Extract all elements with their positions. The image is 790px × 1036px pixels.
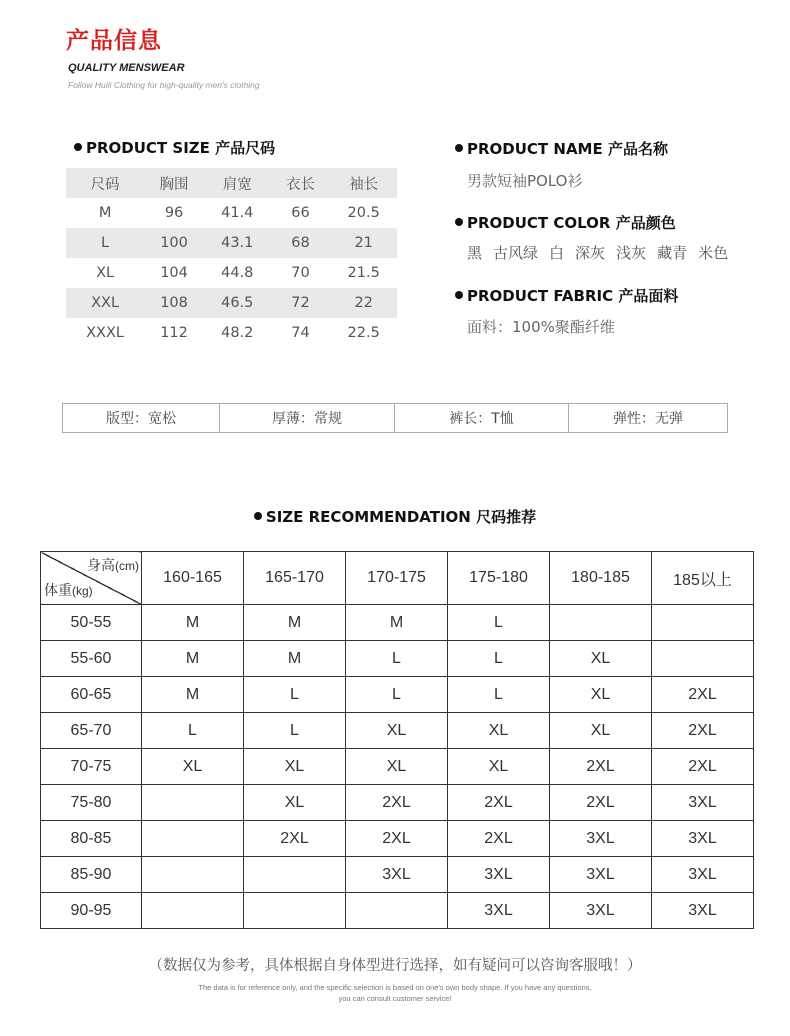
size-recommendation-table <box>40 551 754 929</box>
recommended-size-cell: 2XL <box>244 821 346 857</box>
recommended-size-cell: L <box>346 677 448 713</box>
recommended-size-cell: XL <box>550 641 652 677</box>
page-title: 产品信息 <box>66 28 162 54</box>
reference-note: （数据仅为参考，具体根据自身体型进行选择，如有疑问可以咨询客服哦！） <box>148 958 642 974</box>
color-option: 米色 <box>698 244 729 262</box>
weight-range-cell: 55-60 <box>41 641 142 677</box>
height-axis-label: 身高(cm) <box>87 557 139 573</box>
size-cell: 21 <box>354 235 373 251</box>
recommended-size-cell: L <box>142 713 244 749</box>
size-cell: 100 <box>160 235 188 251</box>
recommended-size-cell <box>346 893 448 929</box>
recommended-size-cell: XL <box>448 749 550 785</box>
recommended-size-cell: XL <box>448 713 550 749</box>
height-column-header: 180-185 <box>550 552 652 605</box>
recommended-size-cell: 3XL <box>652 821 754 857</box>
table-row <box>41 749 754 785</box>
recommended-size-cell <box>550 605 652 641</box>
size-cell: 112 <box>160 325 188 341</box>
recommended-size-cell <box>244 893 346 929</box>
size-cell: 48.2 <box>221 325 254 341</box>
height-column-header: 185以上 <box>652 552 754 605</box>
product-size-heading: PRODUCT SIZE 产品尺码 <box>74 137 275 158</box>
color-option: 藏青 <box>657 244 688 262</box>
recommended-size-cell: 3XL <box>652 893 754 929</box>
size-cell: 74 <box>291 325 310 341</box>
bullet-icon <box>455 144 463 152</box>
attribute-cell: 弹性：无弹 <box>613 411 683 427</box>
recommended-size-cell: 2XL <box>550 785 652 821</box>
recommended-size-cell: 2XL <box>550 749 652 785</box>
height-column-header: 170-175 <box>346 552 448 605</box>
brand-tagline: Follow Huili Clothing for high-quality men's clothing <box>68 80 260 90</box>
product-name-heading: PRODUCT NAME 产品名称 <box>455 138 668 159</box>
recommended-size-cell <box>652 641 754 677</box>
recommended-size-cell: 2XL <box>652 749 754 785</box>
reference-note-en-line2: you can consult customer service! <box>338 994 452 1003</box>
recommended-size-cell: L <box>244 713 346 749</box>
bullet-icon <box>455 291 463 299</box>
recommended-size-cell: M <box>142 677 244 713</box>
weight-range-cell: 70-75 <box>41 749 142 785</box>
size-cell: 68 <box>291 235 310 251</box>
size-cell: 22.5 <box>347 325 380 341</box>
weight-range-cell: 65-70 <box>41 713 142 749</box>
size-cell: 70 <box>291 265 310 281</box>
size-header-cell: 袖长 <box>349 176 379 193</box>
size-table-header <box>66 168 397 198</box>
attribute-cell: 版型：宽松 <box>63 404 220 432</box>
size-cell: XXXL <box>86 325 125 341</box>
size-cell: 21.5 <box>347 265 380 281</box>
recommended-size-cell: XL <box>142 749 244 785</box>
weight-range-cell: 80-85 <box>41 821 142 857</box>
table-row <box>41 857 754 893</box>
recommended-size-cell: XL <box>244 785 346 821</box>
color-option: 白 <box>549 244 565 262</box>
size-recommendation-heading: SIZE RECOMMENDATION 尺码推荐 <box>0 506 790 527</box>
weight-range-cell: 90-95 <box>41 893 142 929</box>
recommended-size-cell: M <box>142 605 244 641</box>
size-header-cell: 肩宽 <box>222 176 252 193</box>
recommendation-header-row <box>41 552 754 605</box>
product-color-list <box>467 242 728 263</box>
recommended-size-cell: 3XL <box>550 893 652 929</box>
height-column-header: 175-180 <box>448 552 550 605</box>
size-cell: 66 <box>291 205 310 221</box>
size-cell: 22 <box>354 295 373 311</box>
recommended-size-cell: M <box>142 641 244 677</box>
recommended-size-cell <box>142 893 244 929</box>
color-option: 古风绿 <box>493 244 539 262</box>
recommended-size-cell <box>142 785 244 821</box>
table-row <box>41 677 754 713</box>
recommended-size-cell: 2XL <box>652 713 754 749</box>
recommended-size-cell: L <box>244 677 346 713</box>
recommended-size-cell: 3XL <box>652 857 754 893</box>
height-column-header: 165-170 <box>244 552 346 605</box>
recommended-size-cell: L <box>448 641 550 677</box>
table-row <box>41 821 754 857</box>
attribute-cell: 厚薄：常规 <box>220 404 395 432</box>
size-cell: 41.4 <box>221 205 254 221</box>
brand-subtitle: QUALITY MENSWEAR <box>68 62 185 74</box>
size-cell: M <box>98 205 112 221</box>
product-fabric-heading: PRODUCT FABRIC 产品面料 <box>455 285 678 306</box>
table-row <box>66 228 397 258</box>
color-option: 深灰 <box>575 244 606 262</box>
recommended-size-cell: 2XL <box>346 821 448 857</box>
recommended-size-cell: XL <box>550 713 652 749</box>
recommended-size-cell: 3XL <box>448 857 550 893</box>
size-header-cell: 胸围 <box>159 176 189 193</box>
bullet-icon <box>254 512 262 520</box>
weight-range-cell: 85-90 <box>41 857 142 893</box>
bullet-icon <box>74 143 82 151</box>
table-row <box>66 288 397 318</box>
size-header-cell: 尺码 <box>90 176 120 193</box>
recommended-size-cell: 3XL <box>550 821 652 857</box>
product-color-heading: PRODUCT COLOR 产品颜色 <box>455 212 676 233</box>
recommended-size-cell: M <box>346 605 448 641</box>
size-cell: 46.5 <box>221 295 254 311</box>
table-row <box>41 785 754 821</box>
size-cell: 44.8 <box>221 265 254 281</box>
recommended-size-cell: XL <box>550 677 652 713</box>
table-row <box>66 198 397 228</box>
recommended-size-cell: 2XL <box>346 785 448 821</box>
recommended-size-cell: L <box>346 641 448 677</box>
color-option: 黑 <box>467 244 483 262</box>
recommended-size-cell: M <box>244 641 346 677</box>
recommended-size-cell: XL <box>244 749 346 785</box>
recommended-size-cell: 2XL <box>448 821 550 857</box>
recommended-size-cell: 3XL <box>448 893 550 929</box>
recommended-size-cell: 3XL <box>652 785 754 821</box>
weight-range-cell: 75-80 <box>41 785 142 821</box>
product-name-value: 男款短袖POLO衫 <box>467 172 583 190</box>
table-row <box>41 713 754 749</box>
height-column-header: 160-165 <box>142 552 244 605</box>
size-cell: 72 <box>291 295 310 311</box>
recommended-size-cell <box>142 857 244 893</box>
weight-range-cell: 60-65 <box>41 677 142 713</box>
recommended-size-cell: XL <box>346 713 448 749</box>
size-cell: XL <box>96 265 115 281</box>
recommended-size-cell: 3XL <box>346 857 448 893</box>
size-cell: L <box>101 235 110 251</box>
table-row <box>41 605 754 641</box>
size-cell: 43.1 <box>221 235 254 251</box>
recommended-size-cell: M <box>244 605 346 641</box>
recommended-size-cell: L <box>448 605 550 641</box>
recommended-size-cell: L <box>448 677 550 713</box>
recommended-size-cell: 3XL <box>550 857 652 893</box>
reference-note-en-line1: The data is for reference only, and the specific selection is based on one's own body shape. If you have any questions, <box>198 983 592 992</box>
table-corner-cell <box>41 552 142 605</box>
recommended-size-cell <box>142 821 244 857</box>
attribute-bar <box>62 403 728 433</box>
recommended-size-cell: 2XL <box>448 785 550 821</box>
weight-axis-label: 体重(kg) <box>44 582 93 598</box>
size-cell: XXL <box>91 295 120 311</box>
size-cell: 104 <box>160 265 188 281</box>
size-cell: 20.5 <box>347 205 380 221</box>
recommended-size-cell <box>652 605 754 641</box>
table-row <box>66 258 397 288</box>
table-row <box>41 641 754 677</box>
size-cell: 96 <box>164 205 184 221</box>
size-header-cell: 衣长 <box>285 176 315 193</box>
attribute-cell: 裤长：T恤 <box>395 404 569 432</box>
table-row <box>41 893 754 929</box>
color-option: 浅灰 <box>616 244 647 262</box>
bullet-icon <box>455 218 463 226</box>
recommended-size-cell: XL <box>346 749 448 785</box>
recommended-size-cell <box>244 857 346 893</box>
weight-range-cell: 50-55 <box>41 605 142 641</box>
size-cell: 108 <box>160 295 188 311</box>
product-fabric-value: 面料：100%聚酯纤维 <box>467 318 615 336</box>
product-size-table <box>66 168 397 348</box>
table-row <box>66 318 397 348</box>
recommended-size-cell: 2XL <box>652 677 754 713</box>
